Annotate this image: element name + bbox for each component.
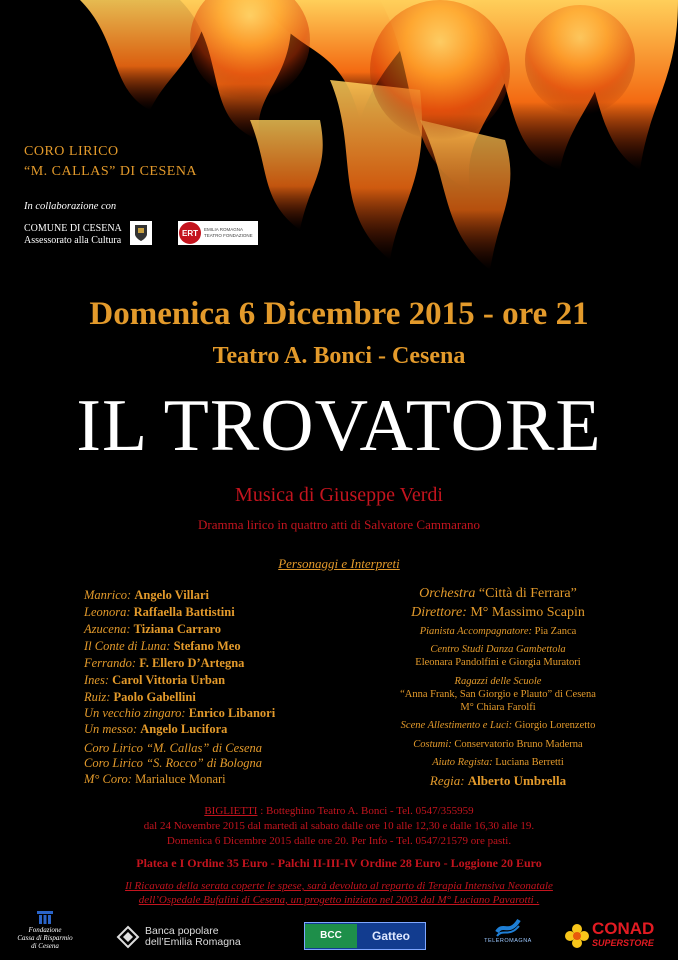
event-title: IL TROVATORE [76, 385, 602, 467]
cast-name: Angelo Lucifora [140, 722, 228, 736]
gatteo-text: Gatteo [371, 929, 410, 943]
costumes-name: Conservatorio Bruno Maderna [454, 739, 583, 750]
kids-names: “Anna Frank, San Giorgio e Plauto” di Cesena [400, 689, 596, 700]
teleromagna-text: TELEROMAGNA [484, 938, 532, 944]
director-name: M° Massimo Scapin [470, 605, 585, 620]
regia-role: Regia: [429, 773, 465, 788]
kids-teacher: M° Chiara Farolfi [460, 702, 536, 713]
ert-logo [178, 221, 258, 245]
scene-role: Scene Allestimento e Luci: [400, 720, 513, 731]
regia-line [388, 773, 608, 789]
scene-name: Giorgio Lorenzetto [514, 720, 596, 731]
cast-role: Un messo: [84, 722, 138, 736]
column-icon [36, 910, 54, 926]
organizer-line2: “M. CALLAS” DI CESENA [24, 164, 198, 179]
assistant-name: Luciana Berretti [495, 757, 564, 768]
orchestra-line [388, 586, 608, 602]
tickets-line1 [0, 805, 678, 817]
ert-text2: TEATRO FONDAZIONE [204, 233, 253, 238]
pianist-line [388, 626, 608, 637]
flower-icon [565, 924, 589, 948]
charity-line1: Il Ricavato della serata coperte le spese, sarà devoluto al reparto di Terapia Intensiva Neonatale [125, 880, 553, 892]
cast-row [84, 705, 275, 721]
choir-role: Coro Lirico [84, 756, 143, 770]
ert-mark: ERT [179, 222, 201, 244]
conad-text: CONAD [592, 919, 655, 938]
cast-row [84, 621, 221, 637]
cast-row [84, 655, 244, 671]
cast-row [84, 587, 209, 603]
ert-text1: EMILIA ROMAGNA [204, 227, 244, 232]
cast-role: Un vecchio zingaro: [84, 706, 186, 720]
choir-row [84, 755, 262, 771]
bper-logo [116, 922, 286, 952]
tickets-line2: dal 24 Novembre 2015 dal martedì al sabato dalle ore 10 alle 12,30 e dalle 16,30 alle 19. [143, 820, 535, 832]
cast-name: Angelo Villari [134, 588, 209, 602]
choir-name: Marialuce Monari [135, 772, 226, 786]
cast-role: Azucena: [84, 622, 131, 636]
tickets-box-office: : Botteghino Teatro A. Bonci - Tel. 0547/355959 [257, 805, 474, 817]
director-role: Direttore: [411, 605, 467, 620]
bper-mark-icon [116, 925, 140, 949]
event-date: Domenica 6 Dicembre 2015 - ore 21 [89, 296, 589, 332]
event-venue: Teatro A. Bonci - Cesena [212, 343, 466, 369]
cast-name: Paolo Gabellini [113, 690, 196, 704]
cast-role: Ferrando: [84, 656, 137, 670]
choir-name: “M. Callas” di Cesena [146, 741, 263, 755]
organizer-line1: CORO LIRICO [24, 144, 119, 159]
wave-icon [495, 914, 521, 938]
scene-line [388, 720, 608, 731]
comune-crest-logo [130, 221, 152, 245]
costumes-line [388, 739, 608, 750]
cast-name: Carol Vittoria Urban [112, 673, 226, 687]
dance-names: Eleonara Pandolfini e Giorgia Muratori [415, 657, 581, 668]
conad-logo [565, 918, 673, 954]
assistant-line [388, 757, 608, 768]
cast-role: Manrico: [84, 588, 132, 602]
cast-role: Ruiz: [84, 690, 111, 704]
pianist-name: Pia Zanca [534, 626, 577, 637]
fondazione-logo [14, 910, 76, 958]
cast-row [84, 604, 235, 620]
cast-role: Ines: [84, 673, 109, 687]
choir-row [84, 771, 226, 787]
tickets-line3: Domenica 6 Dicembre 2015 dalle ore 20. Per Info - Tel. 0547/21579 ore pasti. [166, 835, 512, 847]
orchestra-name: “Città di Ferrara” [478, 586, 577, 601]
cast-row [84, 721, 227, 737]
shield-icon [134, 224, 148, 242]
choir-row [84, 740, 262, 756]
director-line [388, 605, 608, 621]
cast-name: Stefano Meo [173, 639, 241, 653]
cast-name: Raffaella Battistini [133, 605, 235, 619]
orchestra-role: Orchestra [419, 586, 476, 601]
cast-role: Il Conte di Luna: [84, 639, 171, 653]
teleromagna-logo [478, 914, 538, 956]
kids-title: Ragazzi delle Scuole [454, 676, 542, 687]
event-subtitle: Dramma lirico in quattro atti di Salvatore Cammarano [198, 517, 480, 532]
bcc-text: BCC [305, 924, 357, 948]
event-music: Musica di Giuseppe Verdi [235, 484, 443, 506]
choir-role: Coro Lirico [84, 741, 143, 755]
cast-row [84, 689, 196, 705]
cast-heading: Personaggi e Interpreti [278, 556, 400, 571]
tickets-label: BIGLIETTI [204, 805, 258, 817]
conad-sub-text: SUPERSTORE [592, 938, 654, 948]
assistant-role: Aiuto Regista: [432, 757, 493, 768]
pianist-role: Pianista Accompagnatore: [419, 626, 532, 637]
choir-name: “S. Rocco” di Bologna [146, 756, 263, 770]
cast-row [84, 638, 241, 654]
fondazione-text2: Cassa di Risparmio [17, 934, 73, 942]
charity-line2: dell’Ospedale Bufalini di Cesena, un progetto iniziato nel 2003 dal M° Luciano Pavarotti . [138, 894, 540, 906]
cast-name: Tiziana Carraro [133, 622, 222, 636]
dance-title: Centro Studi Danza Gambettola [430, 644, 566, 655]
cast-row [84, 672, 225, 688]
collab-assessorato: Assessorato alla Cultura [24, 235, 122, 246]
fondazione-text3: di Cesena [31, 942, 59, 950]
collab-comune: COMUNE DI CESENA [24, 223, 122, 234]
cast-role: Leonora: [84, 605, 131, 619]
cast-name: Enrico Libanori [188, 706, 276, 720]
regia-name: Alberto Umbrella [467, 773, 567, 788]
choir-role: M° Coro: [84, 772, 132, 786]
bper-text2: dell’Emilia Romagna [145, 936, 241, 948]
cast-name: F. Ellero D’Artegna [139, 656, 245, 670]
fondazione-text1: Fondazione [28, 926, 62, 934]
costumes-role: Costumi: [413, 739, 452, 750]
bper-text1: Banca popolare [145, 925, 219, 937]
tickets-prices: Platea e I Ordine 35 Euro - Palchi II-III-IV Ordine 28 Euro - Loggione 20 Euro [136, 856, 542, 870]
bcc-gatteo-logo [304, 922, 426, 950]
collab-label: In collaborazione con [24, 201, 117, 212]
